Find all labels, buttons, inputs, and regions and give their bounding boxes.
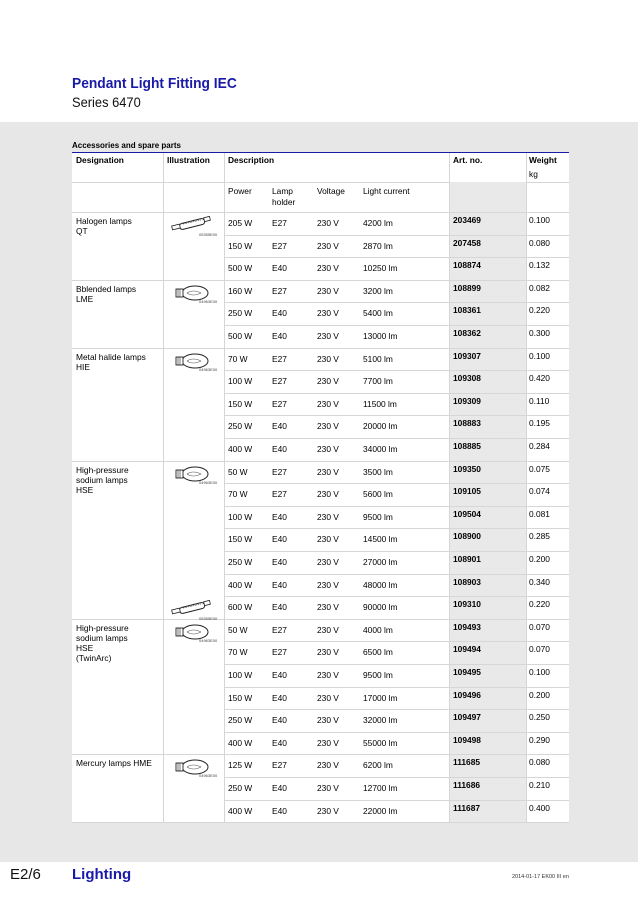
voltage-cell: 230 V [317,489,339,500]
header-weight: Weight [529,155,557,165]
lamp-holder-cell: E27 [272,466,287,477]
light-current-cell: 14500 lm [363,534,398,545]
voltage-cell: 230 V [317,647,339,658]
lamp-holder-cell: E40 [272,444,287,454]
voltage-cell: 230 V [317,557,339,567]
light-current-cell: 5100 lm [363,353,393,364]
power-cell: 250 W [228,783,253,793]
lamp-holder-cell: E40 [272,783,287,793]
power-cell: 205 W [228,218,253,228]
lamp-holder-cell: E27 [272,376,287,387]
lamp-holder-cell: E27 [272,398,287,409]
art-no-cell: 108362 [453,328,481,338]
light-current-cell: 11500 lm [363,398,397,409]
header-weight-unit: kg [529,169,538,179]
weight-cell: 0.070 [529,644,550,655]
voltage-cell: 230 V [317,670,339,680]
weight-cell: 0.070 [529,621,550,632]
column-divider [526,153,527,823]
light-current-cell: 4200 lm [363,218,393,228]
weight-cell: 0.340 [529,576,550,587]
weight-cell: 0.284 [529,441,550,451]
light-current-cell: 3500 lm [363,466,393,477]
page-subtitle: Series 6470 [72,94,141,110]
accessories-table [72,152,569,823]
power-cell: 150 W [228,534,253,545]
weight-cell: 0.074 [529,486,550,497]
lamp-holder-cell: E40 [272,331,287,341]
light-current-cell: 48000 lm [363,579,398,590]
art-no-cell: 109493 [453,621,481,632]
lamp-holder-cell: E40 [272,670,287,680]
voltage-cell: 230 V [317,421,339,432]
art-no-cell: 109498 [453,734,481,745]
art-no-cell: 111686 [453,780,481,790]
subheader-voltage: Voltage [317,186,345,196]
group-designation: High-pressure [76,464,129,475]
power-cell: 150 W [228,692,253,703]
section-title: Accessories and spare parts [72,141,181,150]
weight-cell: 0.075 [529,463,550,474]
lamp-holder-cell: E27 [272,624,287,635]
light-current-cell: 20000 lm [363,421,398,432]
voltage-cell: 230 V [317,783,339,793]
art-no-cell: 111687 [453,802,481,813]
group-designation: High-pressure [76,622,129,633]
art-no-cell: 109105 [453,486,481,497]
art-no-subheader-bg [449,182,526,212]
group-designation: HIE [76,361,90,372]
bulb-lamp-icon [169,464,218,489]
lamp-holder-cell: E40 [272,263,287,274]
weight-cell: 0.290 [529,734,550,745]
light-current-cell: 27000 lm [363,557,398,567]
weight-cell: 0.400 [529,802,550,813]
light-current-cell: 9500 lm [363,670,393,680]
group-designation: LME [76,293,94,304]
lamp-holder-cell: E40 [272,421,287,432]
column-divider [163,153,164,823]
lamp-holder-cell: E40 [272,557,287,567]
header-illustration: Illustration [167,155,210,165]
bulb-lamp-icon [169,757,218,782]
light-current-cell: 5400 lm [363,308,393,319]
voltage-cell: 230 V [317,331,339,341]
illustration-code: 05355E00 [199,616,218,622]
art-no-cell: 108899 [453,282,481,293]
power-cell: 70 W [228,353,248,364]
voltage-cell: 230 V [317,534,339,545]
voltage-cell: 230 V [317,715,339,726]
illustration-code: 04963E00 [199,298,218,304]
weight-cell: 0.110 [529,395,550,406]
power-cell: 100 W [228,376,253,387]
light-current-cell: 12700 lm [363,783,398,793]
group-designation: QT [76,226,88,236]
illustration-code: 04963E00 [199,773,218,779]
weight-cell: 0.100 [529,215,550,225]
weight-cell: 0.285 [529,531,550,542]
weight-cell: 0.081 [529,508,550,519]
power-cell: 400 W [228,444,253,454]
group-designation: Halogen lamps [76,216,132,226]
power-cell: 70 W [228,489,248,500]
footer-section-title: Lighting [72,866,132,883]
voltage-cell: 230 V [317,805,339,816]
light-current-cell: 7700 lm [363,376,393,387]
power-cell: 150 W [228,398,253,409]
weight-cell: 0.195 [529,418,550,429]
weight-cell: 0.100 [529,350,550,361]
light-current-cell: 22000 lm [363,805,398,816]
light-current-cell: 4000 lm [363,624,393,635]
weight-cell: 0.210 [529,780,550,790]
weight-cell: 0.220 [529,599,550,610]
art-no-cell: 108874 [453,260,481,271]
power-cell: 400 W [228,737,253,748]
header-art-no: Art. no. [453,155,483,165]
row-divider [72,822,569,823]
power-cell: 400 W [228,805,253,816]
power-cell: 600 W [228,602,253,613]
light-current-cell: 3200 lm [363,285,393,296]
power-cell: 50 W [228,624,248,635]
art-no-cell: 111685 [453,757,481,768]
art-no-cell: 108903 [453,576,481,587]
weight-cell: 0.200 [529,554,550,564]
lamp-holder-cell: E40 [272,737,287,748]
voltage-cell: 230 V [317,308,339,319]
group-designation: HSE [76,642,94,653]
voltage-cell: 230 V [317,285,339,296]
header-designation: Designation [76,155,124,165]
illustration-code: 05355E00 [199,232,218,237]
lamp-holder-cell: E27 [272,353,287,364]
power-cell: 125 W [228,760,253,771]
light-current-cell: 6200 lm [363,760,393,771]
lamp-holder-cell: E40 [272,511,287,522]
art-no-cell: 109495 [453,667,481,677]
voltage-cell: 230 V [317,466,339,477]
illustration-code: 04963E00 [199,366,218,372]
voltage-cell: 230 V [317,240,339,251]
lamp-holder-cell: E40 [272,692,287,703]
art-no-cell: 203469 [453,215,481,225]
subheader-light-current: Light current [363,186,410,196]
weight-cell: 0.080 [529,757,550,768]
subheader-lamp-holder-1: Lamp [272,186,293,196]
power-cell: 250 W [228,421,253,432]
voltage-cell: 230 V [317,737,339,748]
illustration-code: 04963E00 [199,637,218,643]
power-cell: 100 W [228,670,253,680]
art-no-cell: 109350 [453,463,481,474]
voltage-cell: 230 V [317,624,339,635]
lamp-holder-cell: E27 [272,240,287,251]
group-designation: Mercury lamps HME [76,758,152,769]
light-current-cell: 13000 lm [363,331,398,341]
bulb-lamp-icon [169,283,218,308]
lamp-holder-cell: E27 [272,760,287,771]
voltage-cell: 230 V [317,511,339,522]
lamp-holder-cell: E27 [272,489,287,500]
voltage-cell: 230 V [317,579,339,590]
lamp-holder-cell: E40 [272,715,287,726]
power-cell: 400 W [228,579,253,590]
weight-cell: 0.220 [529,305,550,316]
subheader-lamp-holder-2: holder [272,197,296,207]
light-current-cell: 9500 lm [363,511,393,522]
voltage-cell: 230 V [317,760,339,771]
halogen-lamp-icon [169,599,218,624]
art-no-cell: 109497 [453,712,481,723]
weight-cell: 0.250 [529,712,550,723]
art-no-cell: 108361 [453,305,481,316]
group-designation: Metal halide lamps [76,351,146,362]
footer-page-number: E2/6 [10,866,41,883]
art-no-cell: 109310 [453,599,481,610]
subheader-power: Power [228,186,252,196]
voltage-cell: 230 V [317,602,339,613]
art-no-cell: 207458 [453,237,481,248]
column-divider [449,153,450,823]
art-no-cell: 109494 [453,644,481,655]
power-cell: 100 W [228,511,253,522]
header-description: Description [228,155,275,165]
power-cell: 500 W [228,263,253,274]
footer-date-code: 2014-01-17 EK00 III en [512,874,569,880]
group-designation: (TwinArc) [76,652,112,663]
voltage-cell: 230 V [317,218,339,228]
light-current-cell: 32000 lm [363,715,398,726]
lamp-holder-cell: E40 [272,579,287,590]
power-cell: 250 W [228,715,253,726]
voltage-cell: 230 V [317,398,339,409]
group-designation: Bblended lamps [76,283,137,294]
power-cell: 70 W [228,647,248,658]
art-no-cell: 108901 [453,554,481,564]
lamp-holder-cell: E27 [272,285,287,296]
lamp-holder-cell: E27 [272,218,287,228]
lamp-holder-cell: E40 [272,805,287,816]
power-cell: 250 W [228,557,253,567]
halogen-lamp-icon [169,215,218,240]
bulb-lamp-icon [169,622,218,647]
bulb-lamp-icon [169,351,218,376]
weight-cell: 0.100 [529,667,550,677]
light-current-cell: 10250 lm [363,263,398,274]
art-no-cell: 109504 [453,508,481,519]
weight-cell: 0.200 [529,689,550,700]
light-current-cell: 90000 lm [363,602,398,613]
power-cell: 500 W [228,331,253,341]
voltage-cell: 230 V [317,353,339,364]
power-cell: 160 W [228,285,253,296]
art-no-cell: 109309 [453,395,481,406]
art-no-cell: 109307 [453,350,481,361]
voltage-cell: 230 V [317,444,339,454]
light-current-cell: 6500 lm [363,647,393,658]
power-cell: 50 W [228,466,248,477]
lamp-holder-cell: E27 [272,647,287,658]
art-no-cell: 109308 [453,373,481,384]
group-designation: HSE [76,484,94,495]
weight-cell: 0.082 [529,282,550,293]
voltage-cell: 230 V [317,263,339,274]
voltage-cell: 230 V [317,376,339,387]
art-no-cell: 108883 [453,418,481,429]
weight-cell: 0.420 [529,373,550,384]
light-current-cell: 17000 lm [363,692,398,703]
weight-cell: 0.300 [529,328,550,338]
voltage-cell: 230 V [317,692,339,703]
lamp-holder-cell: E40 [272,308,287,319]
group-designation: sodium lamps [76,632,128,643]
light-current-cell: 55000 lm [363,737,398,748]
art-no-cell: 109496 [453,689,481,700]
column-divider [224,153,225,823]
lamp-holder-cell: E40 [272,602,287,613]
art-no-cell: 108885 [453,441,481,451]
art-no-cell: 108900 [453,531,481,542]
weight-cell: 0.080 [529,237,550,248]
light-current-cell: 34000 lm [363,444,398,454]
power-cell: 250 W [228,308,253,319]
light-current-cell: 2870 lm [363,240,393,251]
light-current-cell: 5600 lm [363,489,393,500]
weight-cell: 0.132 [529,260,550,271]
page-title: Pendant Light Fitting IEC [72,75,237,92]
power-cell: 150 W [228,240,253,251]
group-designation: sodium lamps [76,474,128,485]
lamp-holder-cell: E40 [272,534,287,545]
illustration-code: 04963E00 [199,479,218,485]
